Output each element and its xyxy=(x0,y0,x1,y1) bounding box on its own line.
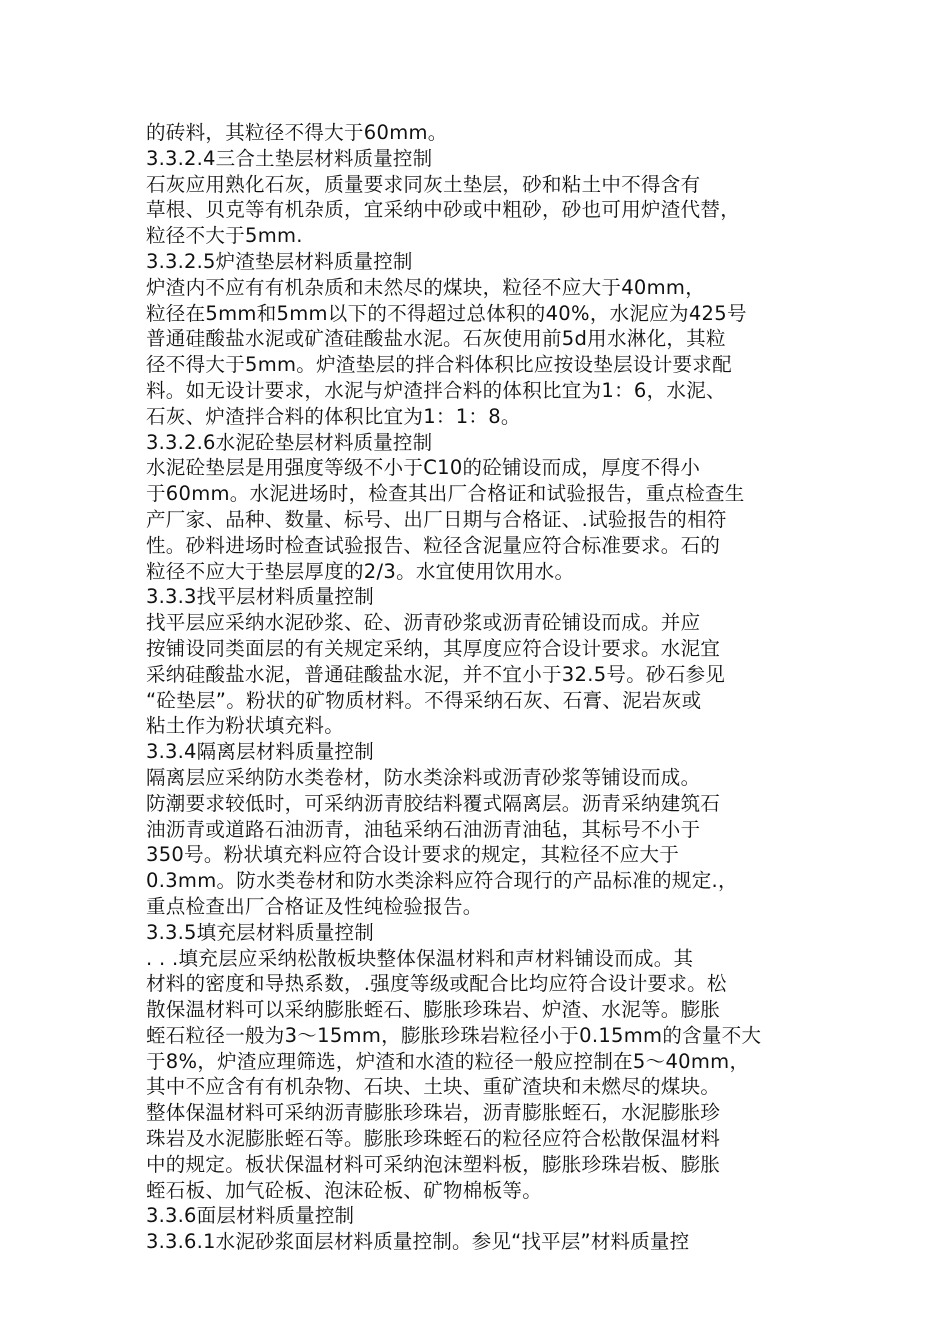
paragraph-line: 重点检查出厂合格证及性纯检验报告。 xyxy=(146,894,483,918)
section-heading: 3.3.2.4三合土垫层材料质量控制 xyxy=(146,146,433,170)
paragraph-line: 找平层应采纳水泥砂浆、砼、沥青砂浆或沥青砼铺设而成。并应 xyxy=(146,611,701,635)
section-heading: 3.3.2.6水泥砼垫层材料质量控制 xyxy=(146,430,433,454)
document-body xyxy=(146,120,814,1255)
paragraph-line: 产厂家、品种、数量、标号、出厂日期与合格证、.试验报告的相符 xyxy=(146,507,727,531)
paragraph-line: 珠岩及水泥膨胀蛭石等。膨胀珍珠蛭石的粒径应符合松散保温材料 xyxy=(146,1127,721,1151)
section-heading: 3.3.2.5炉渣垫层材料质量控制 xyxy=(146,249,413,273)
paragraph-line: 石灰应用熟化石灰，质量要求同灰土垫层，砂和粘土中不得含有 xyxy=(146,172,701,196)
paragraph-line: 粒径不应大于垫层厚度的2/3。水宜使用饮用水。 xyxy=(146,559,575,583)
paragraph-line: . . .填充层应采纳松散板块整体保温材料和声材料铺设而成。其 xyxy=(146,946,694,970)
paragraph-line: 炉渣内不应有有机杂质和未然尽的煤块，粒径不应大于40mm， xyxy=(146,275,706,299)
paragraph-line: 防潮要求较低时，可采纳沥青胶结料覆式隔离层。沥青采纳建筑石 xyxy=(146,791,721,815)
paragraph-line: 草根、贝克等有机杂质，宜采纳中砂或中粗砂，砂也可用炉渣代替， xyxy=(146,198,741,222)
paragraph-line: 350号。粉状填充料应符合设计要求的规定，其粒径不应大于 xyxy=(146,843,680,867)
paragraph-line: 中的规定。板状保温材料可采纳泡沫塑料板，膨胀珍珠岩板、膨胀 xyxy=(146,1152,721,1176)
paragraph-line: 料。如无设计要求，水泥与炉渣拌合料的体积比宜为1：6，水泥、 xyxy=(146,378,726,402)
section-heading: 3.3.3找平层材料质量控制 xyxy=(146,585,374,609)
paragraph-line: 性。砂料进场时检查试验报告、粒径含泥量应符合标准要求。石的 xyxy=(146,533,721,557)
paragraph-line: 其中不应含有有机杂物、石块、土块、重矿渣块和未燃尽的煤块。 xyxy=(146,1075,721,1099)
paragraph-line: 普通硅酸盐水泥或矿渣硅酸盐水泥。石灰使用前5d用水淋化，其粒 xyxy=(146,327,726,351)
paragraph-line: 整体保温材料可采纳沥青膨胀珍珠岩，沥青膨胀蛭石，水泥膨胀珍 xyxy=(146,1101,721,1125)
paragraph-line: 按铺设同类面层的有关规定采纳，其厚度应符合设计要求。水泥宜 xyxy=(146,636,721,660)
paragraph-line: 径不得大于5mm。炉渣垫层的拌合料体积比应按设垫层设计要求配 xyxy=(146,353,732,377)
paragraph-line: 散保温材料可以采纳膨胀蛭石、膨胀珍珠岩、炉渣、水泥等。膨胀 xyxy=(146,998,721,1022)
paragraph-line: 的砖料，其粒径不得大于60mm。 xyxy=(146,121,448,144)
section-heading: 3.3.4隔离层材料质量控制 xyxy=(146,740,374,764)
paragraph-line: 蛭石板、加气砼板、泡沫砼板、矿物棉板等。 xyxy=(146,1178,543,1202)
section-heading: 3.3.6面层材料质量控制 xyxy=(146,1204,355,1228)
paragraph-line: 0.3mm。防水类卷材和防水类涂料应符合现行的产品标准的规定.， xyxy=(146,869,738,893)
section-heading: 3.3.6.1水泥砂浆面层材料质量控制。参见“找平层”材料质量控 xyxy=(146,1230,690,1254)
paragraph-line: 材料的密度和导热系数，.强度等级或配合比均应符合设计要求。松 xyxy=(146,972,727,996)
paragraph-line: 于8%，炉渣应理筛选，炉渣和水渣的粒径一般应控制在5～40mm， xyxy=(146,1049,750,1073)
paragraph-line: 石灰、炉渣拌合料的体积比宜为1：1：8。 xyxy=(146,404,521,428)
paragraph-line: “砼垫层”。粉状的矿物质材料。不得采纳石灰、石膏、泥岩灰或 xyxy=(146,688,702,712)
paragraph-line: 粒径不大于5mm. xyxy=(146,224,303,248)
paragraph-line: 粒径在5mm和5mm以下的不得超过总体积的40%，水泥应为425号 xyxy=(146,301,747,325)
paragraph-line: 于60mm。水泥进场时，检查其出厂合格证和试验报告，重点检查生 xyxy=(146,482,745,506)
paragraph-line: 水泥砼垫层是用强度等级不小于C10的砼铺设而成，厚度不得小 xyxy=(146,456,701,480)
paragraph-line: 隔离层应采纳防水类卷材，防水类涂料或沥青砂浆等铺设而成。 xyxy=(146,765,701,789)
paragraph-line: 蛭石粒径一般为3～15mm，膨胀珍珠岩粒径小于0.15mm的含量不大 xyxy=(146,1023,762,1047)
paragraph-line: 粘土作为粉状填充料。 xyxy=(146,714,345,738)
paragraph-line: 采纳硅酸盐水泥，普通硅酸盐水泥，并不宜小于32.5号。砂石参见 xyxy=(146,662,726,686)
section-heading: 3.3.5填充层材料质量控制 xyxy=(146,920,374,944)
paragraph-line: 油沥青或道路石油沥青，油毡采纳石油沥青油毡，其标号不小于 xyxy=(146,817,701,841)
